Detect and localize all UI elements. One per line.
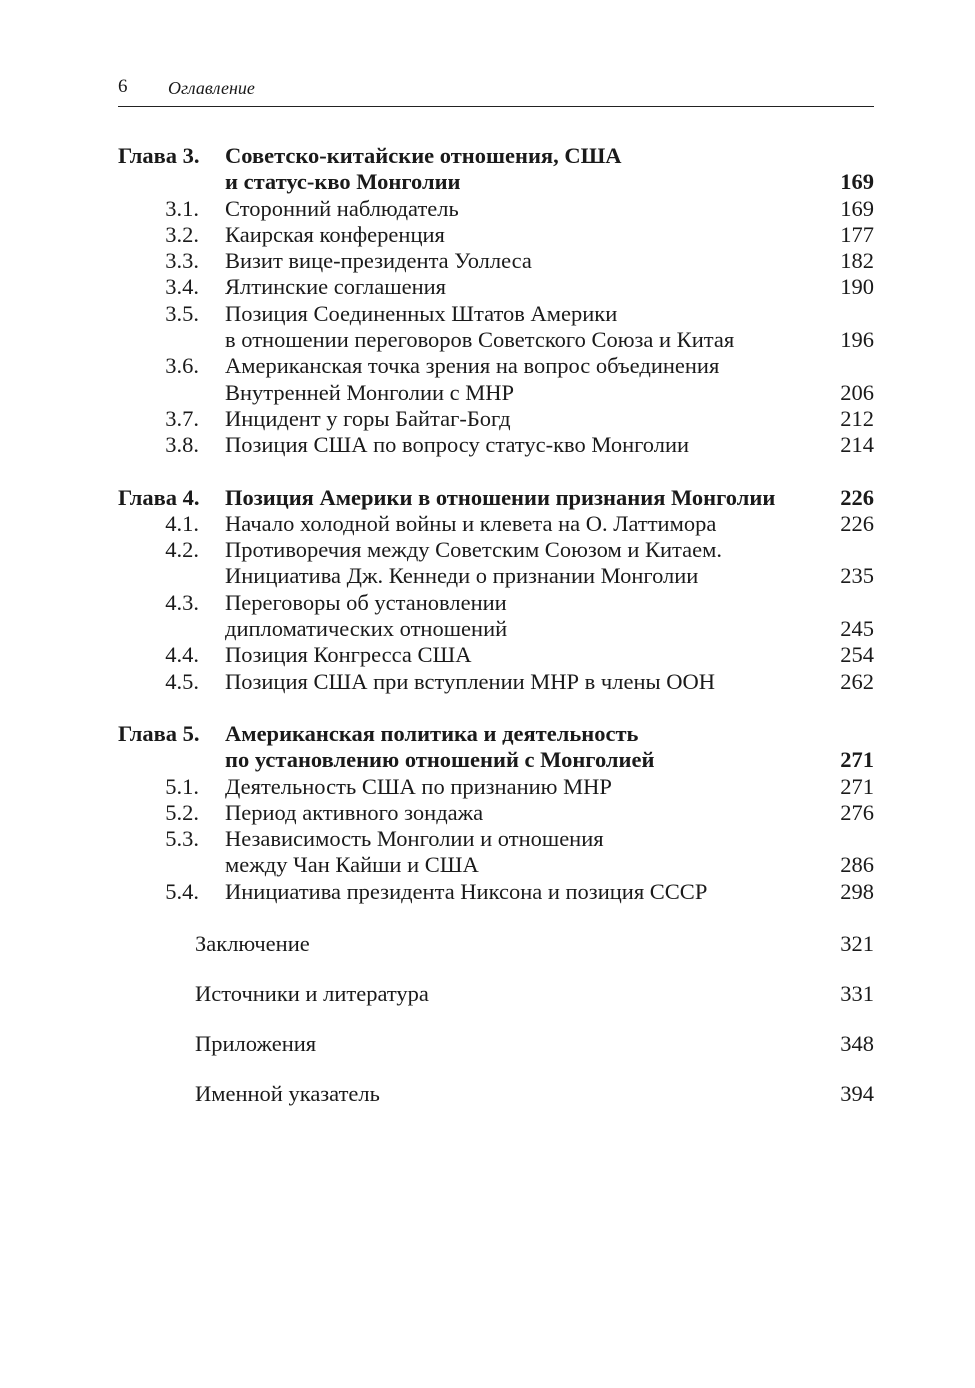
chapter-label: Глава 5. (118, 720, 200, 746)
running-title: Оглавление (168, 78, 255, 98)
chapter-label: Глава 3. (118, 143, 200, 168)
section-page-number: 245 (840, 616, 874, 642)
section-title-text: Инцидент у горы Байтаг-Богд (225, 405, 511, 431)
section-line (118, 406, 874, 432)
section-line (118, 196, 874, 222)
section-line (118, 669, 874, 695)
chapter-title-line (118, 143, 874, 169)
chapter-entry (118, 485, 874, 695)
section-line (118, 301, 874, 327)
chapter-title-line (118, 747, 874, 773)
chapter-title-text: по установлению отношений с Монголией (225, 747, 655, 773)
section-title-text: дипломатических отношений (225, 616, 508, 642)
section-line (118, 248, 874, 274)
section-number: 3.1. (165, 195, 199, 221)
chapter-title-line (118, 721, 874, 747)
table-of-contents (118, 143, 874, 905)
section-number: 3.8. (165, 432, 199, 458)
section-title-text: Сторонний наблюдатель (225, 195, 459, 221)
section-page-number: 177 (840, 221, 874, 247)
section-title-text: Позиция США при вступлении МНР в члены ООН (225, 668, 715, 694)
section-page-number: 262 (840, 668, 874, 694)
section-title-text: Каирская конференция (225, 221, 445, 247)
chapter-entry (118, 143, 874, 459)
section-number: 5.3. (165, 826, 199, 852)
section-line (118, 852, 874, 878)
section-page-number: 276 (840, 799, 874, 825)
section-title-text: между Чан Кайши и США (225, 852, 479, 878)
chapter-title-text: Позиция Америки в отношении признания Монголии (225, 484, 776, 510)
section-number: 4.4. (165, 642, 199, 668)
back-matter-entry (118, 978, 874, 1028)
back-matter-title: Приложения (195, 1031, 317, 1056)
running-header (118, 74, 874, 107)
section-title-text: Американская точка зрения на вопрос объединения (225, 353, 720, 379)
chapter-title-line (118, 485, 874, 511)
section-title-text: в отношении переговоров Советского Союза и Китая (225, 327, 735, 353)
section-title-text: Позиция Конгресса США (225, 642, 472, 668)
section-page-number: 182 (840, 248, 874, 274)
section-page-number: 196 (840, 327, 874, 353)
section-title-text: Период активного зондажа (225, 799, 484, 825)
section-line (118, 826, 874, 852)
section-page-number: 169 (840, 195, 874, 221)
chapter-title-text: Советско-китайские отношения, США (225, 143, 622, 168)
section-line (118, 800, 874, 826)
back-matter-page-number: 331 (840, 981, 874, 1006)
section-number: 3.4. (165, 274, 199, 300)
section-line (118, 642, 874, 668)
section-number: 3.6. (165, 353, 199, 379)
back-matter-page-number: 394 (840, 1081, 874, 1106)
section-page-number: 206 (840, 379, 874, 405)
back-matter-title: Источники и литература (195, 981, 429, 1006)
section-page-number: 254 (840, 642, 874, 668)
section-number: 4.5. (165, 668, 199, 694)
section-number: 5.4. (165, 878, 199, 904)
chapter-title-text: Американская политика и деятельность (225, 720, 639, 746)
page-number: 6 (118, 76, 128, 97)
back-matter-entry (118, 1028, 874, 1078)
section-title-text: Визит вице-президента Уоллеса (225, 248, 532, 274)
chapter-page-number: 226 (840, 484, 874, 510)
section-title-text: Позиция США по вопросу статус-кво Монголии (225, 432, 690, 458)
back-matter-page-number: 321 (840, 931, 874, 956)
chapter-page-number: 169 (840, 169, 874, 195)
section-title-text: Переговоры об установлении (225, 589, 507, 615)
section-line (118, 879, 874, 905)
section-line (118, 563, 874, 589)
section-page-number: 190 (840, 274, 874, 300)
chapter-entry (118, 721, 874, 905)
section-title-text: Инициатива президента Никсона и позиция СССР (225, 878, 708, 904)
section-line (118, 353, 874, 379)
section-page-number: 235 (840, 563, 874, 589)
section-number: 3.7. (165, 405, 199, 431)
section-title-text: Внутренней Монголии с МНР (225, 379, 515, 405)
section-line (118, 327, 874, 353)
chapter-label: Глава 4. (118, 484, 200, 510)
section-page-number: 226 (840, 510, 874, 536)
section-line (118, 511, 874, 537)
section-line (118, 774, 874, 800)
section-line (118, 537, 874, 563)
section-line (118, 590, 874, 616)
section-page-number: 214 (840, 432, 874, 458)
back-matter-page-number: 348 (840, 1031, 874, 1056)
section-title-text: Ялтинские соглашения (225, 274, 447, 300)
back-matter-entry (118, 928, 874, 978)
chapter-title-text: и статус-кво Монголии (225, 169, 461, 195)
section-number: 3.3. (165, 248, 199, 274)
chapter-page-number: 271 (840, 747, 874, 773)
section-number: 5.2. (165, 799, 199, 825)
back-matter-title: Заключение (195, 931, 310, 956)
section-number: 5.1. (165, 773, 199, 799)
section-number: 4.1. (165, 510, 199, 536)
section-page-number: 212 (840, 405, 874, 431)
section-line (118, 222, 874, 248)
back-matter-list (118, 928, 874, 1128)
section-page-number: 298 (840, 878, 874, 904)
section-line (118, 432, 874, 458)
section-title-text: Начало холодной войны и клевета на О. Латтимора (225, 510, 717, 536)
section-title-text: Позиция Соединенных Штатов Америки (225, 300, 618, 326)
section-title-text: Независимость Монголии и отношения (225, 826, 604, 852)
section-title-text: Деятельность США по признанию МНР (225, 773, 612, 799)
back-matter-entry (118, 1078, 874, 1128)
back-matter-title: Именной указатель (195, 1081, 380, 1106)
section-number: 4.3. (165, 589, 199, 615)
section-line (118, 274, 874, 300)
section-title-text: Противоречия между Советским Союзом и Китаем. (225, 537, 722, 563)
section-line (118, 380, 874, 406)
section-number: 4.2. (165, 537, 199, 563)
chapter-title-line (118, 169, 874, 195)
section-page-number: 271 (840, 773, 874, 799)
section-page-number: 286 (840, 852, 874, 878)
section-title-text: Инициатива Дж. Кеннеди о признании Монголии (225, 563, 699, 589)
section-number: 3.2. (165, 221, 199, 247)
section-number: 3.5. (165, 300, 199, 326)
section-line (118, 616, 874, 642)
